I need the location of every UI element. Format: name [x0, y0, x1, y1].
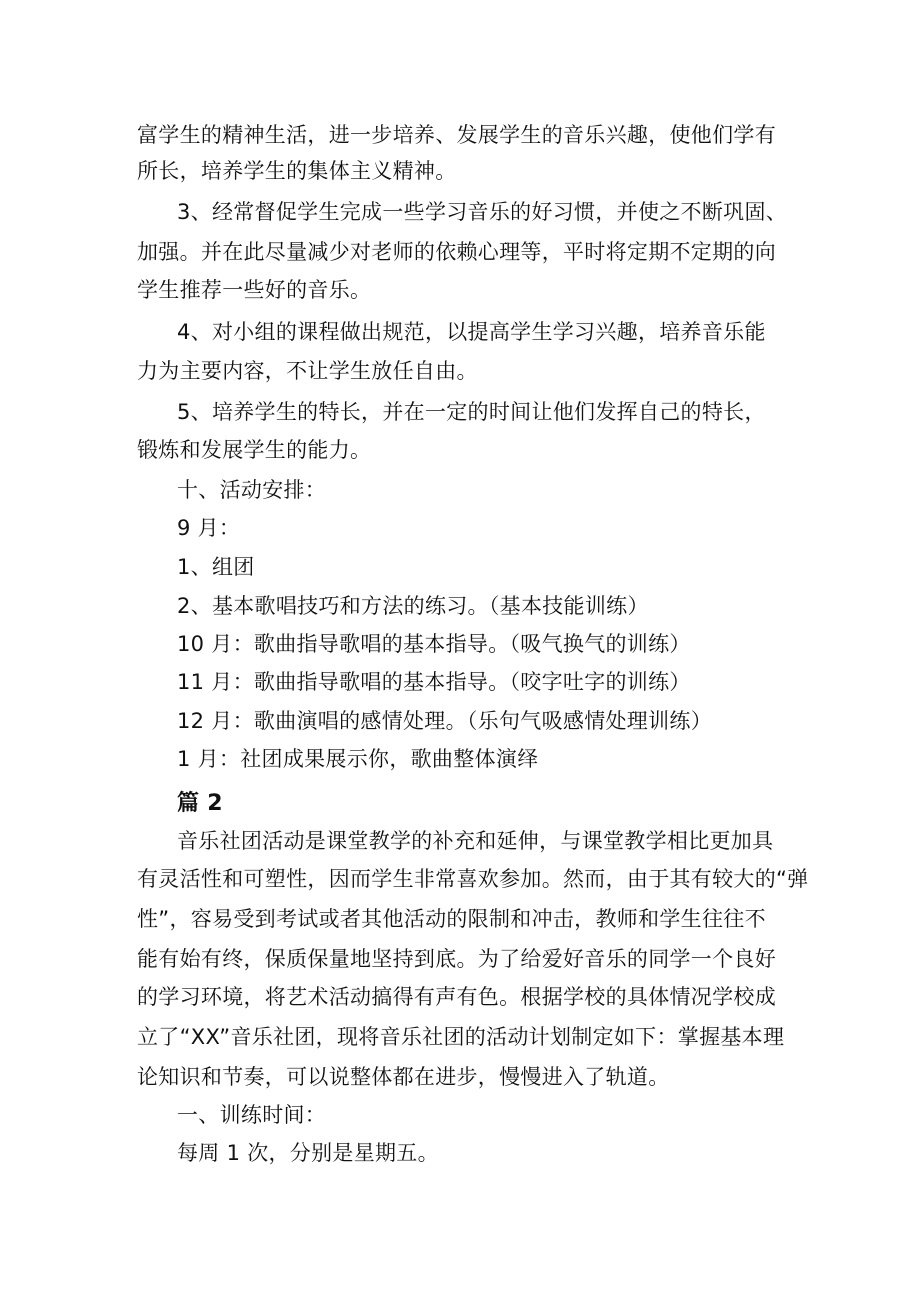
paragraph-line: 性”，容易受到考试或者其他活动的限制和冲击，教师和学生往往不	[137, 907, 766, 931]
schedule-item: 1 月：社团成果展示你，歌曲整体演绎	[177, 747, 539, 771]
paragraph-line: 音乐社团活动是课堂教学的补充和延伸，与课堂教学相比更加具	[177, 829, 774, 853]
section-heading: 十、活动安排：	[177, 478, 327, 502]
paragraph-line: 论知识和节奏，可以说整体都在进步，慢慢进入了轨道。	[137, 1065, 670, 1089]
paragraph-line: 能有始有终，保质保量地坚持到底。为了给爱好音乐的同学一个良好	[137, 947, 776, 971]
paragraph-line: 每周 1 次，分别是星期五。	[177, 1141, 439, 1165]
paragraph-line: 立了“XX”音乐社团，现将音乐社团的活动计划制定如下：掌握基本理	[137, 1025, 785, 1049]
paragraph-line: 的学习环境，将艺术活动搞得有声有色。根据学校的具体情况学校成	[137, 985, 776, 1009]
paragraph-line: 所长，培养学生的集体主义精神。	[137, 159, 457, 183]
section-heading: 一、训练时间：	[177, 1103, 327, 1127]
paragraph-line: 学生推荐一些好的音乐。	[137, 278, 372, 302]
schedule-item: 11 月：歌曲指导歌唱的基本指导。（咬字吐字的训练）	[177, 670, 691, 694]
paragraph-line: 5、培养学生的特长，并在一定的时间让他们发挥自己的特长，	[177, 400, 766, 424]
paragraph-line: 3、经常督促学生完成一些学习音乐的好习惯，并使之不断巩固、	[177, 200, 788, 224]
paragraph-line: 锻炼和发展学生的能力。	[137, 438, 372, 462]
paragraph-line: 有灵活性和可塑性，因而学生非常喜欢参加。然而，由于其有较大的“弹	[137, 867, 809, 891]
schedule-item: 10 月：歌曲指导歌唱的基本指导。（吸气换气的训练）	[177, 632, 691, 656]
schedule-item: 1、组团	[177, 555, 255, 579]
month-label: 9 月：	[177, 516, 241, 540]
article-heading: 篇 2	[177, 791, 223, 816]
paragraph-line: 富学生的精神生活，进一步培养、发展学生的音乐兴趣，使他们学有	[137, 123, 776, 147]
paragraph-line: 加强。并在此尽量减少对老师的依赖心理等，平时将定期不定期的向	[137, 240, 776, 264]
paragraph-line: 力为主要内容，不让学生放任自由。	[137, 359, 478, 383]
schedule-item: 12 月：歌曲演唱的感情处理。（乐句气吸感情处理训练）	[177, 709, 712, 733]
paragraph-line: 4、对小组的课程做出规范，以提高学生学习兴趣，培养音乐能	[177, 320, 766, 344]
schedule-item: 2、基本歌唱技巧和方法的练习。（基本技能训练）	[177, 594, 649, 618]
